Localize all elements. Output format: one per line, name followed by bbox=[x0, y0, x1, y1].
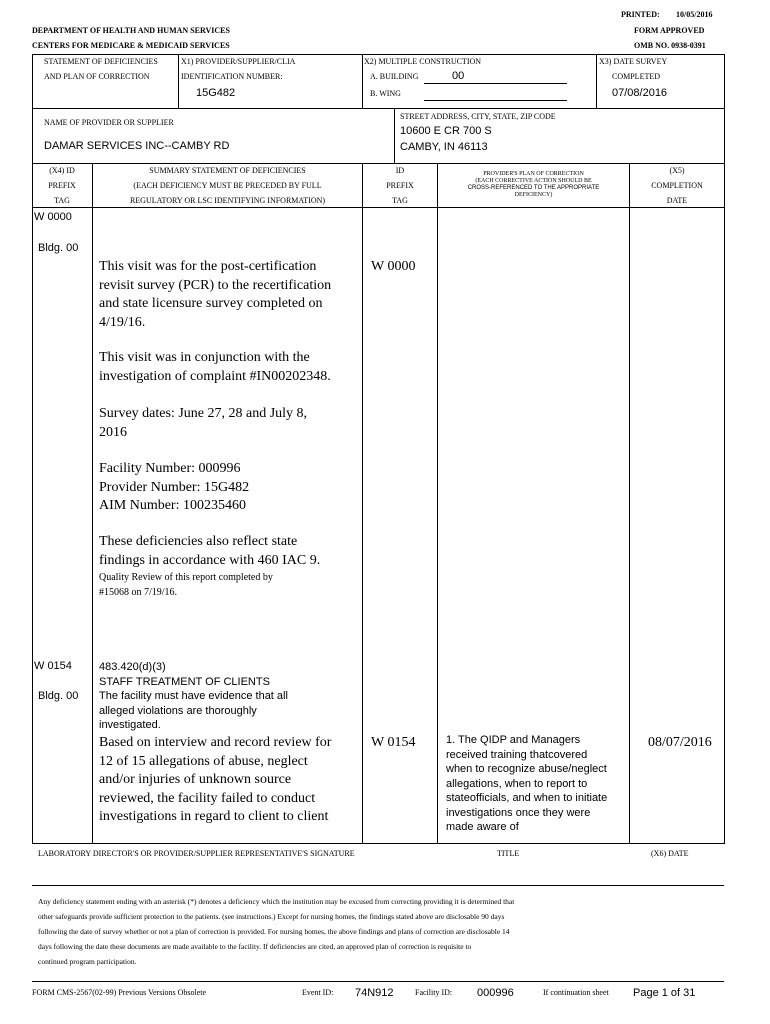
agency-line1: DEPARTMENT OF HEALTH AND HUMAN SERVICES bbox=[32, 26, 230, 35]
omb-number: OMB NO. 0938-0391 bbox=[634, 41, 706, 50]
col-x5-2: COMPLETION bbox=[651, 181, 703, 190]
signature-label: LABORATORY DIRECTOR'S OR PROVIDER/SUPPLIER REPRESENTATIVE'S SIGNATURE bbox=[38, 849, 355, 858]
entry1-bldg: Bldg. 00 bbox=[38, 242, 79, 254]
col-id-2: PREFIX bbox=[386, 181, 414, 190]
disclaimer-line: days following the date these documents are made available to the facility. If deficiencies are cited, an approved plan of correction is requisite to bbox=[38, 942, 472, 951]
entry2-plan: 1. The QIDP and Managers received training thatcovered when to recognize abuse/neglect allegations, when to report to stateofficials, and when to initiate investigations once they were made aware of bbox=[446, 734, 608, 833]
col-id-3: TAG bbox=[392, 196, 408, 205]
event-id-label: Event ID: bbox=[302, 988, 334, 997]
statement-label-2: AND PLAN OF CORRECTION bbox=[44, 72, 150, 81]
col-x4-1: (X4) ID bbox=[49, 166, 75, 175]
printed-date: 10/05/2016 bbox=[676, 10, 713, 19]
disclaimer-line: continued program participation. bbox=[38, 957, 137, 966]
provider-name-value: DAMAR SERVICES INC--CAMBY RD bbox=[44, 140, 230, 152]
col-plan-1: PROVIDER'S PLAN OF CORRECTION bbox=[483, 171, 584, 177]
page-number: Page 1 of 31 bbox=[633, 987, 696, 999]
provider-name-label: NAME OF PROVIDER OR SUPPLIER bbox=[44, 118, 174, 127]
disclaimer bbox=[38, 894, 718, 969]
entry2-id-tag: W 0154 bbox=[371, 735, 416, 750]
address-label: STREET ADDRESS, CITY, STATE, ZIP CODE bbox=[400, 112, 556, 121]
col-plan-3: CROSS-REFERENCED TO THE APPROPRIATE bbox=[467, 185, 600, 191]
entry1-para4: Facility Number: 000996 Provider Number: 15G482 AIM Number: 100235460 bbox=[99, 461, 250, 513]
entry1-para5: These deficiencies also reflect state findings in accordance with 460 IAC 9. bbox=[99, 534, 321, 568]
printed-label: PRINTED: bbox=[621, 10, 660, 19]
statement-label-1: STATEMENT OF DEFICIENCIES bbox=[44, 57, 158, 66]
x1-label-2: IDENTIFICATION NUMBER: bbox=[181, 72, 283, 81]
survey-date-value: 07/08/2016 bbox=[612, 87, 668, 99]
address-line1: 10600 E CR 700 S bbox=[400, 125, 492, 137]
entry2-tag: W 0154 bbox=[34, 660, 72, 672]
disclaimer-line: Any deficiency statement ending with an asterisk (*) denotes a deficiency which the institution may be excused from correcting providing it is determined that bbox=[38, 897, 515, 906]
entry1-tag: W 0000 bbox=[34, 211, 72, 223]
col-summary-3: REGULATORY OR LSC IDENTIFYING INFORMATION) bbox=[129, 196, 326, 205]
entry1-para1: This visit was for the post-certification revisit survey (PCR) to the recertification and state licensure survey completed on 4/19/16. bbox=[99, 259, 332, 330]
x2-label: X2) MULTIPLE CONSTRUCTION bbox=[364, 57, 482, 66]
col-plan-4: DEFICIENCY) bbox=[514, 192, 553, 198]
signature-date: (X6) DATE bbox=[651, 849, 689, 858]
entry1-id-tag: W 0000 bbox=[371, 259, 416, 274]
x3-label-2: COMPLETED bbox=[612, 72, 660, 81]
col-plan-2: (EACH CORRECTIVE ACTION SHOULD BE bbox=[475, 178, 592, 184]
col-summary-2: (EACH DEFICIENCY MUST BE PRECEDED BY FULL bbox=[133, 181, 322, 190]
building-label: A. BUILDING bbox=[370, 72, 419, 81]
col-x4-3: TAG bbox=[54, 196, 70, 205]
disclaimer-line: following the date of survey whether or not a plan of correction is provided. For nursing homes, the above findings and plans of correction are disclosable 14 bbox=[38, 927, 510, 936]
continuation-label: If continuation sheet bbox=[543, 988, 609, 997]
disclaimer-line: other safeguards provide sufficient protection to the patients. (see instructions.) Except for nursing homes, the findings stated above are disclosable 90 days bbox=[38, 912, 505, 921]
entry2-bldg: Bldg. 00 bbox=[38, 690, 79, 702]
entry1-para3: Survey dates: June 27, 28 and July 8, 2016 bbox=[99, 406, 308, 440]
x1-label-1: X1) PROVIDER/SUPPLIER/CLIA bbox=[181, 57, 296, 66]
address-line2: CAMBY, IN 46113 bbox=[400, 141, 488, 153]
entry2-findings: Based on interview and record review for 12 of 15 allegations of abuse, neglect and/or injuries of unknown source reviewed, the facility failed to conduct investigations in regard to client to client bbox=[99, 735, 332, 824]
x3-label-1: X3) DATE SURVEY bbox=[599, 57, 668, 66]
agency-line2: CENTERS FOR MEDICARE & MEDICAID SERVICES bbox=[32, 41, 230, 50]
provider-id-value: 15G482 bbox=[196, 87, 236, 99]
col-x5-1: (X5) bbox=[669, 166, 685, 175]
col-id-1: ID bbox=[395, 166, 405, 175]
col-x4-2: PREFIX bbox=[48, 181, 76, 190]
facility-id-value: 000996 bbox=[477, 987, 514, 999]
form-approved: FORM APPROVED bbox=[634, 26, 705, 35]
entry2-completion-date: 08/07/2016 bbox=[648, 735, 712, 750]
entry1-para2: This visit was in conjunction with the investigation of complaint #IN00202348. bbox=[99, 350, 331, 384]
form-number: FORM CMS-2567(02-99) Previous Versions Obsolete bbox=[32, 988, 207, 997]
signature-title: TITLE bbox=[497, 849, 520, 858]
event-id-value: 74N912 bbox=[355, 987, 394, 999]
col-summary-1: SUMMARY STATEMENT OF DEFICIENCIES bbox=[149, 166, 306, 175]
building-value: 00 bbox=[452, 70, 465, 82]
entry2-regulation: 483.420(d)(3) STAFF TREATMENT OF CLIENTS The facility must have evidence that all alleged violations are thoroughly investigated. bbox=[99, 661, 288, 731]
col-x5-3: DATE bbox=[666, 196, 688, 205]
facility-id-label: Facility ID: bbox=[415, 988, 453, 997]
wing-label: B. WING bbox=[370, 89, 401, 98]
entry1-para6: Quality Review of this report completed by #15068 on 7/19/16. bbox=[99, 572, 273, 598]
